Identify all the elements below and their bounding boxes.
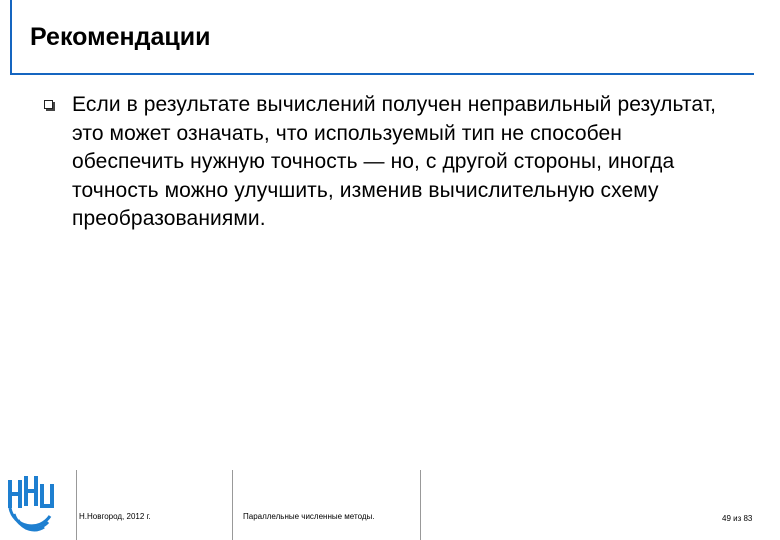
- footer-course-name: Параллельные численные методы.: [243, 512, 375, 521]
- footer-page-counter: 49 из 83: [722, 514, 753, 523]
- footer-location-year: Н.Новгород, 2012 г.: [79, 512, 151, 521]
- footer-divider: [76, 470, 77, 540]
- university-logo: [4, 470, 56, 534]
- title-underline: [10, 73, 754, 75]
- footer-divider: [232, 470, 233, 540]
- square-bullet-icon: [44, 100, 53, 109]
- footer-divider: [420, 470, 421, 540]
- title-frame-left-line: [10, 0, 12, 75]
- slide-title: Рекомендации: [30, 23, 211, 51]
- bullet-text: Если в результате вычислений получен неправильный результат, это может означать, что используемый тип не способен обеспечить нужную точность — но, с другой стороны, иногда точность можно улучшить, изменив вычислительную схему преобразованиями.: [72, 93, 717, 230]
